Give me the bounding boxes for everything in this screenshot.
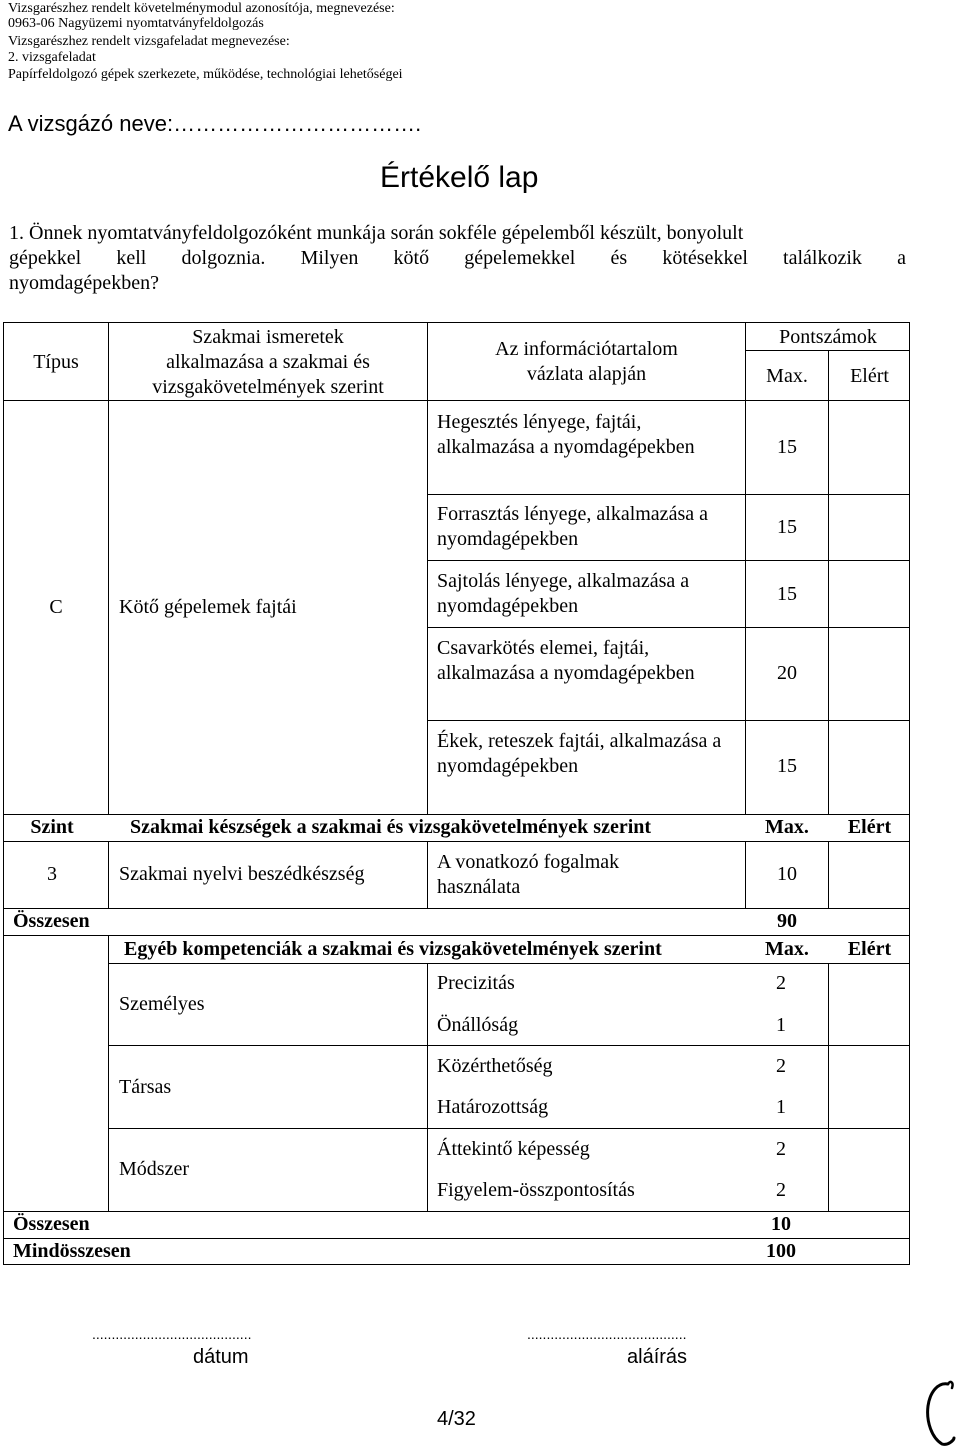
question-line-1: 1. Önnek nyomtatványfeldolgozóként munkája során sokféle gépelemből készült, bonyolult (9, 222, 744, 244)
skills-level: 3 (47, 863, 57, 885)
subtotal-1-label: Összesen (13, 910, 90, 932)
subtotal-2-label: Összesen (13, 1213, 90, 1235)
max-soldering: 15 (777, 516, 797, 538)
max-keys: 15 (777, 755, 797, 777)
question-word: dolgoznia. (181, 247, 266, 269)
max-clarity: 2 (776, 1055, 786, 1077)
skills-name: Szakmai nyelvi beszédkészség (119, 863, 365, 885)
header-line-task-label: Vizsgarészhez rendelt vizsgafeladat megnevezése: (8, 34, 290, 49)
item-determination: Határozottság (437, 1096, 549, 1118)
subtotal-1-value: 90 (777, 910, 797, 932)
other-head-max: Max. (765, 938, 809, 960)
signature-label: aláírás (627, 1346, 688, 1368)
max-pressing: 15 (777, 583, 797, 605)
question-word: gépelemekkel (464, 247, 576, 269)
group-method: Módszer (119, 1158, 189, 1180)
col-head-points: Pontszámok (779, 326, 877, 348)
question-line-2 (9, 246, 906, 271)
skills-desc-2: használata (437, 876, 521, 898)
question-word: a (897, 247, 906, 269)
topic-binding-elements: Kötő gépelemek fajtái (119, 596, 297, 618)
handwritten-signature-mark (920, 1378, 958, 1450)
col-head-max: Max. (766, 365, 808, 387)
content-welding: Hegesztés lényege, fajtái, alkalmazása a nyomdagépekben (437, 411, 695, 458)
question-word: kell (116, 247, 147, 269)
signature-dots: ......................................... (527, 1326, 687, 1342)
skills-max: 10 (777, 863, 797, 885)
skills-head-title: Szakmai készségek a szakmai és vizsgakövetelmények szerint (130, 816, 652, 838)
question-word: és (610, 247, 628, 269)
content-pressing: Sajtolás lényege, alkalmazása a nyomdagépekben (437, 570, 690, 617)
col-head-knowledge-2: alkalmazása a szakmai és (166, 351, 370, 373)
question-line-3: nyomdagépekben? (9, 272, 159, 294)
max-screw-joint: 20 (777, 662, 797, 684)
page-title: Értékelő lap (380, 161, 539, 194)
header-line-task-name: Papírfeldolgozó gépek szerkezete, működése, technológiai lehetőségei (8, 67, 403, 82)
item-independence: Önállóság (437, 1014, 519, 1036)
question-word: Milyen (300, 247, 359, 269)
skills-head-level: Szint (30, 816, 74, 838)
col-head-info-2: vázlata alapján (526, 363, 647, 385)
grand-total-label: Mindösszesen (13, 1240, 131, 1262)
header-line-module-label: Vizsgarészhez rendelt követelménymodul azonosítója, megnevezése: (8, 1, 395, 16)
col-head-knowledge-3: vizsgakövetelmények szerint (152, 376, 384, 398)
other-head-achieved: Elért (847, 938, 892, 960)
date-dots: ......................................... (92, 1326, 252, 1342)
date-label: dátum (193, 1346, 249, 1368)
skills-desc-1: A vonatkozó fogalmak (437, 851, 620, 873)
item-clarity: Közérthetőség (437, 1055, 553, 1077)
col-head-achieved: Elért (850, 365, 889, 387)
page-number: 4/32 (437, 1408, 476, 1430)
question-word: kötő (393, 247, 430, 269)
candidate-name-label: A vizsgázó neve:……………………………. (8, 111, 422, 136)
max-determination: 1 (776, 1096, 786, 1118)
type-c: C (49, 596, 63, 618)
header-line-task-number: 2. vizsgafeladat (8, 50, 96, 65)
max-precision: 2 (776, 972, 786, 994)
grand-total-value: 100 (766, 1240, 796, 1262)
question-word: gépekkel (9, 247, 82, 269)
group-personal: Személyes (119, 993, 205, 1015)
item-overview: Áttekintő képesség (437, 1138, 590, 1160)
group-social: Társas (119, 1076, 172, 1098)
skills-head-max: Max. (765, 816, 809, 838)
max-overview: 2 (776, 1138, 786, 1160)
content-soldering: Forrasztás lényege, alkalmazása a nyomdagépekben (437, 503, 708, 550)
question-word: kötésekkel (662, 247, 748, 269)
max-welding: 15 (777, 436, 797, 458)
item-concentration: Figyelem-összpontosítás (437, 1179, 635, 1201)
max-independence: 1 (776, 1014, 786, 1036)
question-word: találkozik (783, 247, 862, 269)
col-head-type: Típus (33, 351, 79, 373)
item-precision: Precizitás (437, 972, 515, 994)
subtotal-2-value: 10 (771, 1213, 791, 1235)
content-keys: Ékek, reteszek fajtái, alkalmazása a nyomdagépekben (437, 730, 722, 777)
col-head-info-1: Az információtartalom (495, 338, 678, 360)
max-concentration: 2 (776, 1179, 786, 1201)
header-line-module-name: 0963-06 Nagyüzemi nyomtatványfeldolgozás (8, 16, 264, 31)
skills-head-achieved: Elért (847, 816, 892, 838)
content-screw-joint: Csavarkötés elemei, fajtái, alkalmazása a nyomdagépekben (437, 637, 695, 684)
other-head-title: Egyéb kompetenciák a szakmai és vizsgakövetelmények szerint (124, 938, 662, 960)
col-head-knowledge-1: Szakmai ismeretek (192, 326, 344, 348)
